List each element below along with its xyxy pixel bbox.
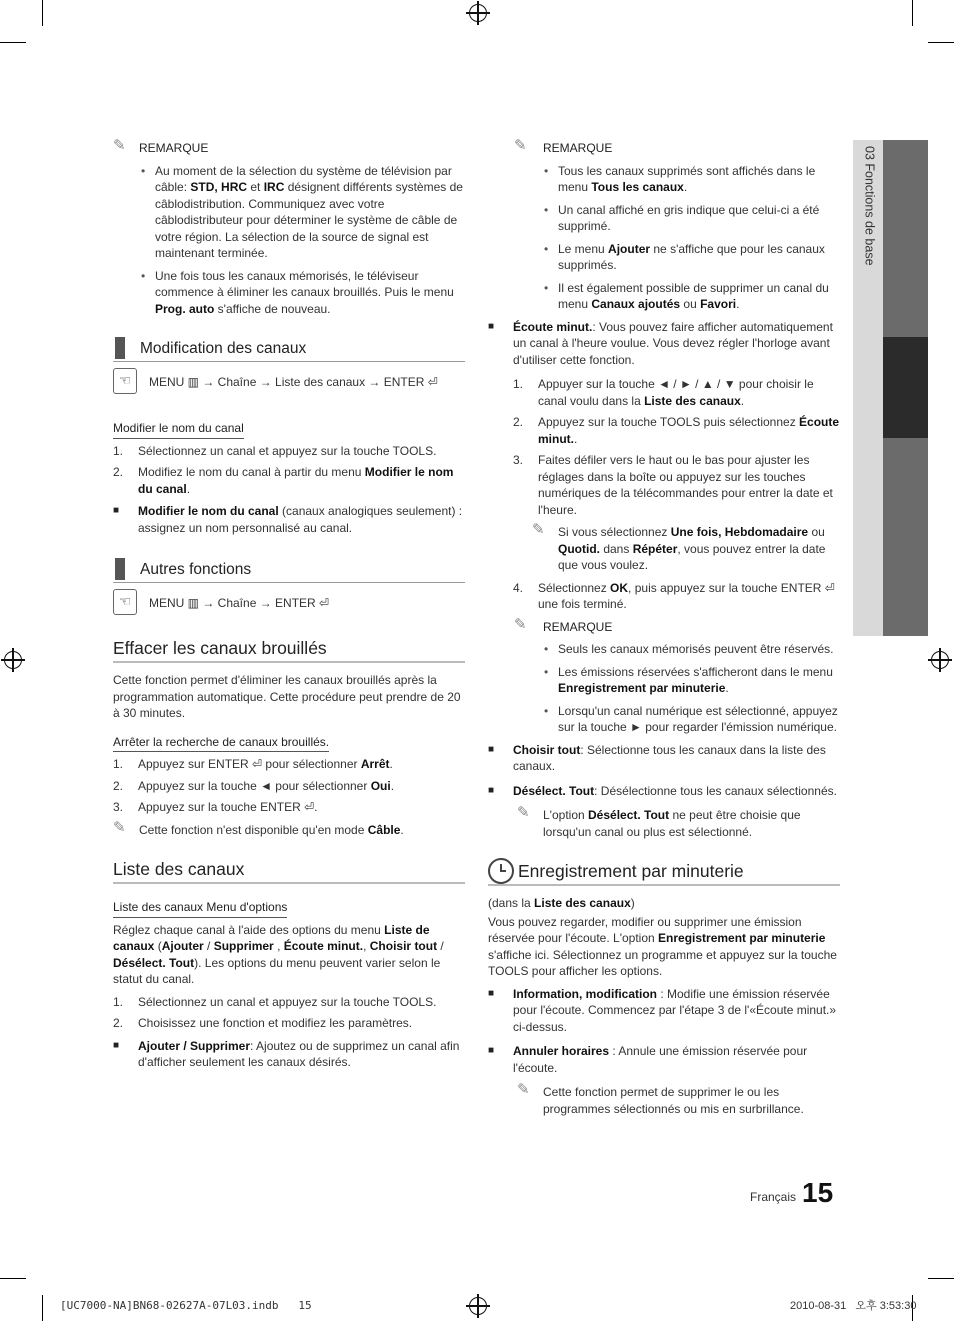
subsection-heading: Modification des canaux xyxy=(113,337,465,362)
step-item: 2. Modifiez le nom du canal à partir du menu Modifier le nom du canal. xyxy=(113,465,454,496)
paragraph: Réglez chaque canal à l'aide des options du menu Liste de canaux (Ajouter / Supprimer , Écoute minut., Choisir tout / Désélect. Tout). Les options du menu peuvent varier selon le statut du canal. xyxy=(113,922,444,986)
heading-bar xyxy=(115,337,125,359)
list-item: • Au moment de la sélection du système de télévision par câble: STD, HRC et IRC désignent différents systèmes de câblodistribution. Communiquez avec votre câblodistributeur pour déterminer le système de câble de votre région. La sélection de la source de signal est maintenant terminée. xyxy=(155,163,465,262)
chapter-tab-block xyxy=(883,140,928,337)
language-label: Français xyxy=(750,1190,797,1204)
crop-mark xyxy=(928,1278,954,1279)
note-heading: ✎ REMARQUE xyxy=(514,137,613,155)
list-item: • Il est également possible de supprimer un canal du menu Canaux ajoutés ou Favori. xyxy=(558,280,840,313)
note-pen-icon: ✎ xyxy=(517,1081,530,1098)
note-list xyxy=(488,641,840,736)
step-item: 2. Choisissez une fonction et modifiez les paramètres. xyxy=(113,1016,413,1030)
crop-mark xyxy=(928,42,954,43)
subsection-heading: Autres fonctions xyxy=(113,558,465,583)
step-item: 1. Sélectionnez un canal et appuyez sur la touche TOOLS. xyxy=(113,994,437,1009)
procedure-label: Liste des canaux Menu d'options xyxy=(113,899,287,918)
note-pen-icon: ✎ xyxy=(113,137,126,154)
step-item: 1. Appuyer sur la touche ◄ / ► / ▲ / ▼ pour choisir le canal voulu dans la Liste des canaux. xyxy=(513,377,814,408)
paragraph: (dans la Liste des canaux) xyxy=(488,896,635,910)
step-item: 2. Appuyez sur la touche ◄ pour sélectionner Oui. xyxy=(113,778,395,793)
crop-mark xyxy=(912,0,913,26)
note-list xyxy=(488,163,840,313)
paragraph: Vous pouvez regarder, modifier ou supprimer une émission réservée pour l'écoute. L'option Enregistrement par minuterie s'affiche ici. Sélectionnez un programme et appuyez sur la touche TOOLS pour afficher les options. xyxy=(488,914,837,978)
steps-list xyxy=(113,994,465,1032)
square-bullet-item: ■ Information, modification : Modifie une émission réservée pour l'écoute. Commencez par l'étape 3 de l'«Écoute minut.» ci-dessus. xyxy=(488,986,840,1036)
crop-mark xyxy=(42,0,43,26)
steps-list xyxy=(113,756,465,816)
square-bullet-item: ■ Ajouter / Supprimer: Ajoutez ou de supprimez un canal afin d'afficher seulement les canaux désirés. xyxy=(113,1038,465,1071)
paragraph: Cette fonction permet d'éliminer les canaux brouillés après la programmation automatique. Cette procédure peut prendre de 20 à 30 minutes. xyxy=(113,673,461,720)
note-pen-icon: ✎ xyxy=(517,804,530,821)
square-bullet-item: ■ Annuler horaires : Annule une émission réservée pour l'écoute. xyxy=(488,1043,840,1076)
step-item: 1. Appuyez sur ENTER ⏎ pour sélectionner Arrêt. xyxy=(113,757,393,771)
hand-icon: ☜ xyxy=(113,368,137,394)
square-bullet-item: ■ Modifier le nom du canal (canaux analogiques seulement) : assignez un nom personnalisé au canal. xyxy=(113,503,465,536)
crop-mark xyxy=(42,1295,43,1321)
crop-mark xyxy=(0,1278,26,1279)
file-info: [UC7000-NA]BN68-02627A-07L03.indb 15 xyxy=(60,1299,312,1312)
note-pen-icon: ✎ xyxy=(532,521,545,538)
right-column xyxy=(488,137,840,1123)
step-item: 1. Sélectionnez un canal et appuyez sur la touche TOOLS. xyxy=(113,443,437,458)
page-number: 15 xyxy=(802,1177,834,1208)
square-bullet-item: ■ Désélect. Tout: Désélectionne tous les canaux sélectionnés. xyxy=(488,783,840,800)
list-item: • Les émissions réservées s'afficheront dans le menu Enregistrement par minuterie. xyxy=(558,664,840,697)
list-item: • Seuls les canaux mémorisés peuvent être réservés. xyxy=(558,641,840,658)
step-item: 2. Appuyez sur la touche TOOLS puis sélectionnez Écoute minut.. xyxy=(513,415,840,446)
section-title: Liste des canaux xyxy=(113,858,465,884)
step-item: 3. Faites défiler vers le haut ou le bas pour ajuster les réglages dans la boîte ou appuyez sur les touches numériques de la télécommandes pour entrer la date et l'heure. xyxy=(513,453,833,517)
hand-icon: ☜ xyxy=(113,589,137,615)
heading-bar xyxy=(115,558,125,580)
section-title: Effacer les canaux brouillés xyxy=(113,637,465,663)
note-line: ✎ L'option Désélect. Tout ne peut être choisie que lorsqu'un canal ou plus est sélectionné. xyxy=(517,804,801,839)
print-timestamp: 2010-08-31 오후 3:53:30 xyxy=(790,1300,917,1312)
step-item: 3. Appuyez sur la touche ENTER ⏎. xyxy=(113,800,318,814)
steps-list xyxy=(488,580,840,613)
registration-mark-icon xyxy=(931,651,949,669)
square-bullet-item: ■ Choisir tout: Sélectionne tous les canaux dans la liste des canaux. xyxy=(488,742,840,775)
registration-mark-icon xyxy=(469,4,487,22)
list-item: • Lorsqu'un canal numérique est sélectionné, appuyez sur la touche ► pour regarder l'émission numérique. xyxy=(558,703,840,736)
steps-list xyxy=(488,376,840,518)
note-pen-icon: ✎ xyxy=(514,615,527,633)
note-pen-icon: ✎ xyxy=(113,818,126,836)
chapter-label: 03 Fonctions de base xyxy=(862,146,877,266)
note-line: ✎ Cette fonction permet de supprimer le ou les programmes sélectionnés ou mis en surbrillance. xyxy=(517,1081,804,1116)
timer-clock-icon xyxy=(488,858,514,884)
chapter-tab-block xyxy=(883,438,928,636)
left-column xyxy=(113,137,465,1079)
steps-list xyxy=(113,443,465,498)
note-heading: ✎ REMARQUE xyxy=(113,137,209,155)
list-item: • Le menu Ajouter ne s'affiche que pour les canaux supprimés. xyxy=(558,241,840,274)
list-item: • Une fois tous les canaux mémorisés, le téléviseur commence à éliminer les canaux brouillés. Puis le menu Prog. auto s'affiche de nouveau. xyxy=(155,268,465,318)
step-item: 4. Sélectionnez OK, puis appuyez sur la touche ENTER ⏎ une fois terminé. xyxy=(513,580,835,611)
chapter-tab-active xyxy=(883,337,928,438)
note-pen-icon: ✎ xyxy=(514,137,527,154)
list-item: • Tous les canaux supprimés sont affichés dans le menu Tous les canaux. xyxy=(558,163,840,196)
note-heading: ✎ REMARQUE xyxy=(514,615,613,634)
crop-mark xyxy=(0,42,26,43)
section-title: Enregistrement par minuterie xyxy=(488,860,840,886)
note-line: ✎ Si vous sélectionnez Une fois, Hebdomadaire ou Quotid. dans Répéter, vous pouvez entrer la date que vous voulez. xyxy=(532,521,826,572)
list-item: • Un canal affiché en gris indique que celui-ci a été supprimé. xyxy=(558,202,840,235)
note-list xyxy=(113,163,465,318)
square-bullet-item: ■ Écoute minut.: Vous pouvez faire afficher automatiquement un canal à l'heure voulue. Vous devez régler l'horloge avant d'utiliser cette fonction. xyxy=(488,319,840,369)
menu-path: ☜ MENU ▥ → Chaîne → Liste des canaux → ENTER ⏎ xyxy=(113,372,465,396)
registration-mark-icon xyxy=(4,651,22,669)
registration-mark-icon xyxy=(469,1297,487,1315)
menu-path: ☜ MENU ▥ → Chaîne → ENTER ⏎ xyxy=(113,593,465,617)
procedure-label: Arrêter la recherche de canaux brouillés. xyxy=(113,734,329,753)
note-line: ✎ Cette fonction n'est disponible qu'en mode Câble. xyxy=(113,818,404,837)
procedure-label: Modifier le nom du canal xyxy=(113,420,244,439)
